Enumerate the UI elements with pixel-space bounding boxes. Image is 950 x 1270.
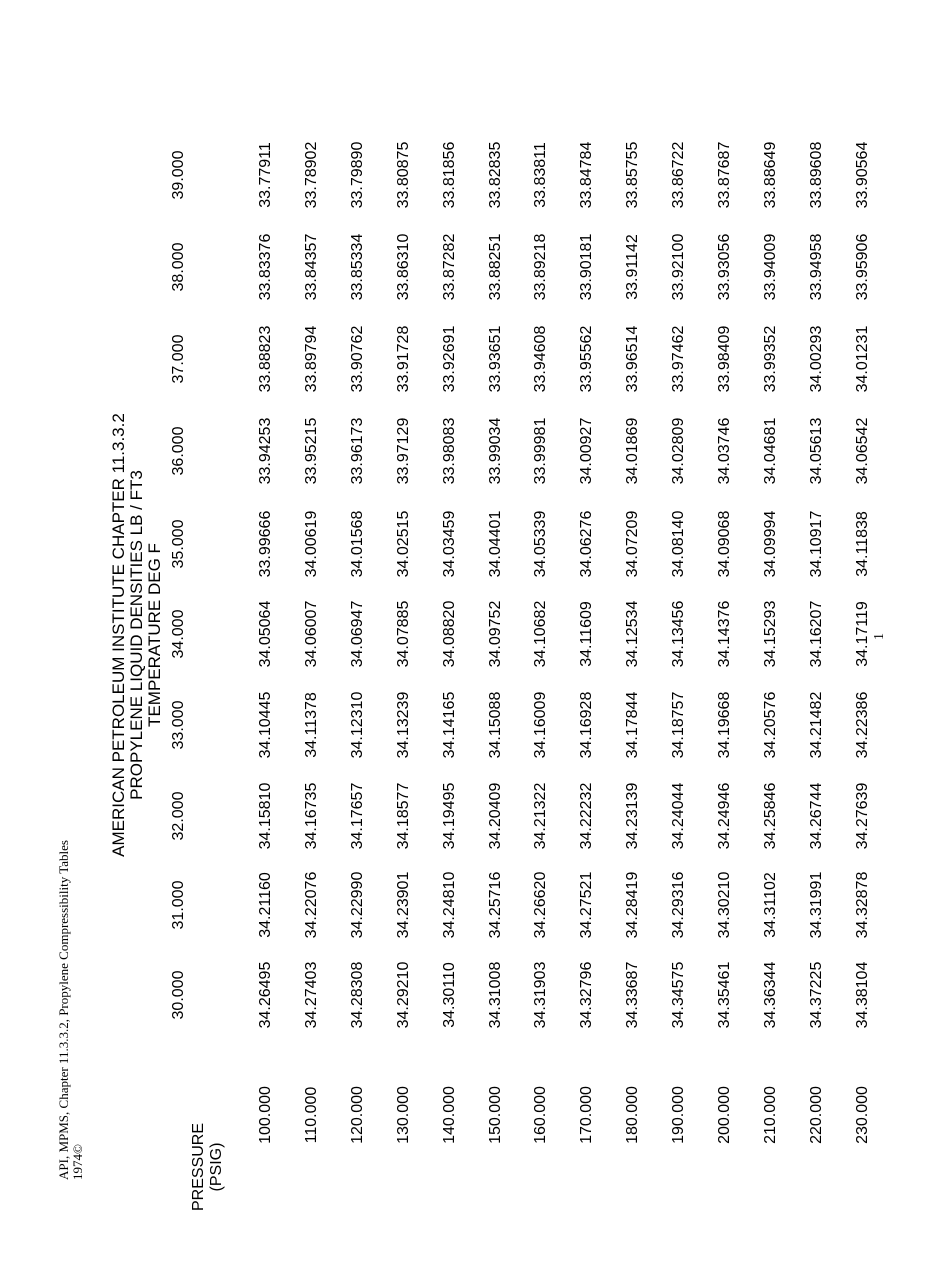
density-cell: 33.99034 xyxy=(486,417,504,485)
density-cell: 34.27521 xyxy=(578,871,596,939)
density-cell: 34.21322 xyxy=(532,782,550,850)
density-cell: 33.87687 xyxy=(716,141,733,209)
density-cell: 34.24044 xyxy=(670,782,688,850)
density-cell: 34.03746 xyxy=(716,417,733,485)
density-cell: 33.86722 xyxy=(670,141,688,209)
density-cell: 34.06947 xyxy=(348,600,366,668)
density-cell: 34.14165 xyxy=(440,691,458,759)
pressure-cell: 220.000 xyxy=(807,1086,825,1144)
table-row xyxy=(441,0,471,1270)
table-row xyxy=(303,0,333,1270)
density-cell: 33.98409 xyxy=(716,325,733,393)
density-cell: 33.92691 xyxy=(440,325,458,393)
density-cell: 33.88251 xyxy=(486,233,504,301)
density-cell: 34.16735 xyxy=(302,782,320,850)
density-cell: 34.27403 xyxy=(302,961,320,1029)
density-cell: 34.07885 xyxy=(394,600,412,668)
density-cell: 34.06276 xyxy=(578,510,596,578)
density-cell: 34.25716 xyxy=(486,871,504,939)
document-header xyxy=(57,840,85,1180)
density-cell: 33.97462 xyxy=(670,325,688,393)
density-cell: 33.90181 xyxy=(578,233,596,301)
density-cell: 34.36344 xyxy=(761,961,779,1029)
density-cell: 34.16928 xyxy=(578,691,596,759)
density-cell: 33.93651 xyxy=(486,325,504,393)
density-cell: 34.06007 xyxy=(302,600,320,668)
pressure-cell: 100.000 xyxy=(257,1086,274,1144)
temperature-column-header: 35.000 xyxy=(170,519,187,569)
density-cell: 33.86310 xyxy=(394,233,412,301)
pressure-cell: 210.000 xyxy=(761,1086,779,1144)
density-cell: 33.99666 xyxy=(257,510,274,578)
density-cell: 34.26744 xyxy=(807,782,825,850)
density-cell: 34.11378 xyxy=(302,692,320,758)
table-row xyxy=(532,0,562,1270)
density-cell: 34.08140 xyxy=(670,510,688,578)
density-cell: 34.03459 xyxy=(440,510,458,578)
density-cell: 34.22386 xyxy=(853,691,871,759)
density-cell: 33.85755 xyxy=(624,141,642,209)
density-cell: 34.15810 xyxy=(257,782,274,850)
density-cell: 34.17844 xyxy=(624,691,642,759)
pressure-cell: 120.000 xyxy=(348,1086,366,1144)
pressure-cell: 110.000 xyxy=(302,1086,320,1144)
density-cell: 33.93056 xyxy=(716,233,733,301)
density-cell: 34.05339 xyxy=(532,510,550,578)
density-cell: 34.08820 xyxy=(440,600,458,668)
density-cell: 34.31903 xyxy=(532,961,550,1029)
density-cell: 33.91728 xyxy=(394,325,412,393)
header-line-2: 1974© xyxy=(70,1144,85,1180)
density-cell: 33.89218 xyxy=(532,233,550,301)
density-cell: 33.84784 xyxy=(578,141,596,209)
pressure-cell: 160.000 xyxy=(532,1086,550,1144)
density-cell: 34.30110 xyxy=(440,962,458,1028)
density-cell: 34.26495 xyxy=(257,961,274,1029)
pressure-cell: 130.000 xyxy=(394,1086,412,1144)
density-cell: 33.83376 xyxy=(257,233,274,301)
density-cell: 34.35461 xyxy=(716,961,733,1029)
pressure-cell: 190.000 xyxy=(670,1086,688,1144)
density-cell: 33.85334 xyxy=(348,233,366,301)
density-cell: 34.31991 xyxy=(807,871,825,939)
density-cell: 33.95906 xyxy=(853,233,871,301)
density-cell: 34.09752 xyxy=(486,600,504,668)
density-cell: 33.99981 xyxy=(532,417,550,485)
density-cell: 33.83811 xyxy=(532,142,550,208)
density-cell: 33.80875 xyxy=(394,141,412,209)
density-cell: 33.79890 xyxy=(348,141,366,209)
temperature-column-header: 39.000 xyxy=(170,150,187,200)
density-cell: 34.28419 xyxy=(624,871,642,939)
table-row xyxy=(762,0,792,1270)
density-cell: 34.20576 xyxy=(761,691,779,759)
density-cell: 34.34575 xyxy=(670,961,688,1029)
density-cell: 34.38104 xyxy=(853,961,871,1029)
temperature-column-header: 32.000 xyxy=(170,791,187,841)
pressure-cell: 200.000 xyxy=(716,1086,733,1144)
density-cell: 34.26620 xyxy=(532,871,550,939)
density-cell: 34.10917 xyxy=(807,510,825,578)
density-cell: 34.14376 xyxy=(716,600,733,668)
table-title-line-2: PROPYLENE LIQUID DENSITIES LB / FT3 xyxy=(127,470,146,800)
density-cell: 34.24946 xyxy=(716,782,733,850)
table-title-line-3: TEMPERATURE DEG F xyxy=(145,543,164,727)
density-cell: 34.33687 xyxy=(624,961,642,1029)
density-cell: 34.04681 xyxy=(761,417,779,485)
density-cell: 34.12534 xyxy=(624,600,642,668)
pressure-cell: 180.000 xyxy=(624,1086,642,1144)
density-cell: 34.22990 xyxy=(348,871,366,939)
density-cell: 34.29210 xyxy=(394,961,412,1029)
temperature-column-header: 38.000 xyxy=(170,242,187,292)
density-cell: 34.13456 xyxy=(670,600,688,668)
density-cell: 33.91142 xyxy=(624,234,642,300)
table-row xyxy=(257,0,287,1270)
density-cell: 33.96514 xyxy=(624,325,642,393)
pressure-cell: 170.000 xyxy=(578,1086,596,1144)
density-cell: 34.29316 xyxy=(670,871,688,939)
density-cell: 34.15293 xyxy=(761,600,779,668)
density-cell: 34.32878 xyxy=(853,871,871,939)
density-cell: 34.19668 xyxy=(716,691,733,759)
density-cell: 34.17657 xyxy=(348,782,366,850)
density-cell: 34.22076 xyxy=(302,871,320,939)
density-cell: 34.21482 xyxy=(807,691,825,759)
density-cell: 34.21160 xyxy=(257,872,274,938)
density-cell: 34.17119 xyxy=(853,601,871,667)
density-cell: 34.37225 xyxy=(807,961,825,1029)
temperature-column-header: 31.000 xyxy=(170,880,187,930)
density-cell: 33.82835 xyxy=(486,141,504,209)
density-cell: 34.01869 xyxy=(624,417,642,485)
table-row xyxy=(395,0,425,1270)
density-cell: 34.28308 xyxy=(348,961,366,1029)
temperature-column-header: 33.000 xyxy=(170,700,187,750)
density-cell: 34.15088 xyxy=(486,691,504,759)
density-cell: 33.95562 xyxy=(578,325,596,393)
pressure-cell: 140.000 xyxy=(440,1086,458,1144)
density-cell: 33.94009 xyxy=(761,233,779,301)
density-cell: 34.00927 xyxy=(578,417,596,485)
density-cell: 33.94958 xyxy=(807,233,825,301)
density-cell: 34.13239 xyxy=(394,691,412,759)
density-cell: 33.89608 xyxy=(807,141,825,209)
density-cell: 33.90564 xyxy=(853,141,871,209)
density-cell: 33.94253 xyxy=(257,417,274,485)
density-cell: 34.23139 xyxy=(624,782,642,850)
page-number: 1 xyxy=(872,633,887,640)
density-cell: 33.88649 xyxy=(761,141,779,209)
density-cell: 34.30210 xyxy=(716,871,733,939)
density-cell: 33.89794 xyxy=(302,325,320,393)
temperature-column-header: 34.000 xyxy=(170,609,187,659)
density-cell: 33.99352 xyxy=(761,325,779,393)
density-cell: 34.31008 xyxy=(486,961,504,1029)
density-cell: 34.11838 xyxy=(853,511,871,577)
temperature-column-header: 36.000 xyxy=(170,426,187,476)
table-row xyxy=(578,0,608,1270)
density-cell: 34.10445 xyxy=(257,691,274,759)
density-cell: 34.18577 xyxy=(394,782,412,850)
density-cell: 33.94608 xyxy=(532,325,550,393)
density-cell: 34.18757 xyxy=(670,691,688,759)
density-cell: 34.07209 xyxy=(624,510,642,578)
density-cell: 33.78902 xyxy=(302,141,320,209)
table-row xyxy=(670,0,700,1270)
density-cell: 34.00293 xyxy=(807,325,825,393)
density-cell: 34.01231 xyxy=(853,325,871,393)
density-cell: 34.16207 xyxy=(807,600,825,668)
density-cell: 34.06542 xyxy=(853,417,871,485)
density-cell: 34.24810 xyxy=(440,871,458,939)
pressure-unit-text: (PSIG) xyxy=(208,1142,225,1192)
density-cell: 33.92100 xyxy=(670,233,688,301)
density-cell: 33.97129 xyxy=(394,417,412,485)
density-cell: 34.09068 xyxy=(716,510,733,578)
density-cell: 34.32796 xyxy=(578,961,596,1029)
density-cell: 34.16009 xyxy=(532,691,550,759)
pressure-column-label xyxy=(190,1122,226,1212)
density-cell: 34.25846 xyxy=(761,782,779,850)
density-cell: 34.09994 xyxy=(761,510,779,578)
pressure-cell: 230.000 xyxy=(853,1086,871,1144)
temperature-column-header: 30.000 xyxy=(170,970,187,1020)
density-cell: 33.96173 xyxy=(348,417,366,485)
table-title-line-1: AMERICAN PETROLEUM INSTITUTE CHAPTER 11.3.3.2 xyxy=(109,413,128,857)
table-row xyxy=(487,0,517,1270)
pressure-cell: 150.000 xyxy=(486,1086,504,1144)
table-row xyxy=(624,0,654,1270)
density-cell: 34.02515 xyxy=(394,510,412,578)
density-cell: 33.98083 xyxy=(440,417,458,485)
density-cell: 33.88823 xyxy=(257,325,274,393)
density-cell: 34.02809 xyxy=(670,417,688,485)
density-cell: 34.01568 xyxy=(348,510,366,578)
density-cell: 33.77911 xyxy=(257,142,274,208)
density-cell: 33.81856 xyxy=(440,141,458,209)
table-row xyxy=(716,0,746,1270)
temperature-column-header: 37.000 xyxy=(170,334,187,384)
density-cell: 33.87282 xyxy=(440,233,458,301)
table-row xyxy=(349,0,379,1270)
density-cell: 34.22232 xyxy=(578,782,596,850)
density-cell: 34.23901 xyxy=(394,871,412,939)
density-cell: 33.84357 xyxy=(302,233,320,301)
header-line-1: API, MPMS, Chapter 11.3.3.2, Propylene Compressibility Tables xyxy=(56,840,71,1180)
density-cell: 34.10682 xyxy=(532,600,550,668)
density-cell: 34.19495 xyxy=(440,782,458,850)
density-cell: 33.90762 xyxy=(348,325,366,393)
pressure-label-text: PRESSURE xyxy=(190,1122,207,1212)
density-cell: 34.27639 xyxy=(853,782,871,850)
density-cell: 34.20409 xyxy=(486,782,504,850)
density-cell: 34.11609 xyxy=(578,601,596,667)
density-cell: 34.00619 xyxy=(302,510,320,578)
table-row xyxy=(808,0,838,1270)
density-cell: 34.05613 xyxy=(807,417,825,485)
density-cell: 34.05064 xyxy=(257,600,274,668)
density-cell: 34.31102 xyxy=(761,872,779,938)
density-cell: 34.12310 xyxy=(348,691,366,759)
density-cell: 33.95215 xyxy=(302,417,320,485)
density-cell: 34.04401 xyxy=(486,510,504,578)
